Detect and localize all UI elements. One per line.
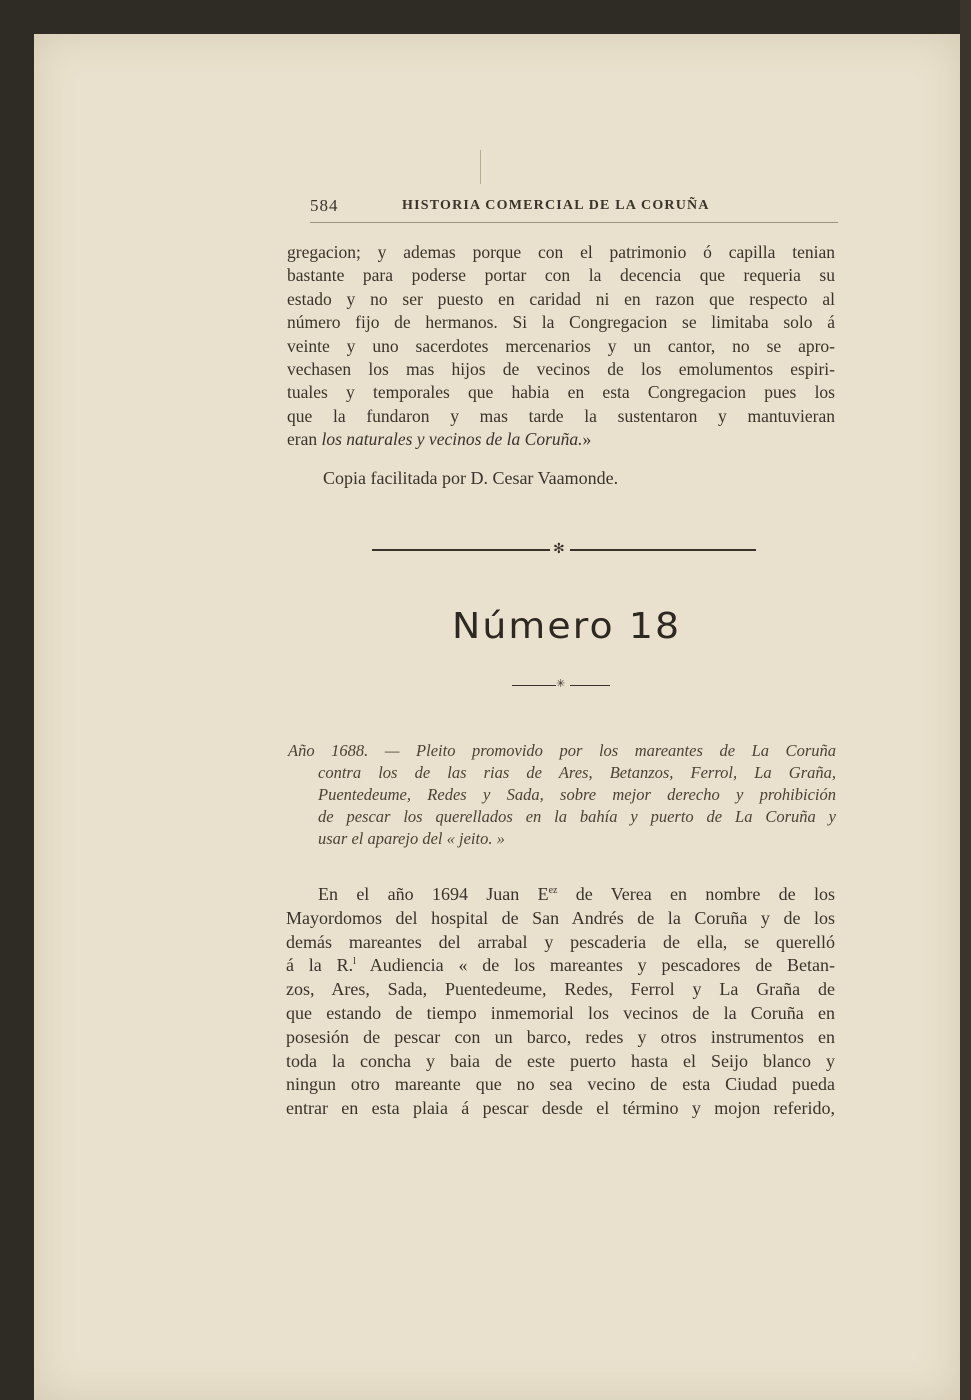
small-asterisk-ornament: ✳	[556, 678, 566, 690]
superscript: l	[353, 956, 356, 968]
page-edge	[960, 0, 971, 1400]
superscript: ez	[548, 885, 558, 896]
text-line: de pescar los querellados en la bahía y puerto de La Coruña y	[318, 807, 836, 826]
text-line: usar el aparejo del « jeito. »	[318, 829, 505, 848]
text-fragment: á la R.	[286, 955, 354, 976]
asterisk-ornament: ✻	[553, 542, 565, 557]
text-line: que la fundaron y mas tarde la sustentaron y mantuvieran	[287, 405, 835, 426]
page-number: 584	[310, 196, 339, 215]
text-line: Mayordomos del hospital de San Andrés de la Coruña y de los	[286, 907, 835, 928]
text-fragment: En el año 1694 Juan E	[318, 884, 549, 904]
text-line: vechasen los mas hijos de vecinos de los emolumentos espiri-	[287, 359, 835, 380]
text-fragment: de Verea en nombre de los	[557, 884, 835, 904]
closing-quote: »	[582, 429, 592, 450]
text-line	[286, 954, 835, 978]
text-line: gregacion; y ademas porque con el patrimonio ó capilla tenian	[287, 242, 835, 262]
text-line: posesión de pescar con un barco, redes y otros instrumentos en	[286, 1026, 835, 1047]
paragraph-continuation	[287, 241, 835, 452]
text-line: toda la concha y baia de este puerto hasta el Seijo blanco y	[286, 1050, 835, 1071]
text-line: tuales y temporales que habia en esta Congregacion pues los	[287, 382, 835, 403]
credit-line: Copia facilitada por D. Cesar Vaamonde.	[323, 468, 619, 488]
text-line: entrar en esta plaia á pescar desde el término y mojon referido,	[286, 1098, 835, 1119]
book-page	[34, 34, 960, 1400]
text-line: bastante para poderse portar con la decencia que requeria su	[287, 265, 835, 286]
divider-rule-right	[570, 549, 756, 551]
text-line: contra los de las rias de Ares, Betanzos, Ferrol, La Graña,	[318, 763, 836, 782]
small-rule-right	[570, 685, 610, 686]
paragraph-main	[286, 883, 835, 1121]
text-line: que estando de tiempo inmemorial los vecinos de la Coruña en	[286, 1002, 835, 1023]
paper-mark	[480, 150, 481, 184]
document-summary	[288, 740, 836, 850]
text-line	[287, 428, 835, 451]
section-title: Número 18	[452, 606, 682, 647]
small-rule-left	[512, 685, 556, 686]
text-line: Puentedeume, Redes y Sada, sobre mejor derecho y prohibición	[318, 785, 836, 804]
text-line: estado y no ser puesto en caridad ni en razon que respecto al	[287, 288, 835, 309]
text-line: zos, Ares, Sada, Puentedeume, Redes, Ferrol y La Graña de	[286, 979, 835, 1000]
text-line: ningun otro mareante que no sea vecino de esta Ciudad pueda	[286, 1074, 835, 1095]
text-line: demás mareantes del arrabal y pescaderia de ella, se querelló	[286, 931, 835, 952]
text-fragment: eran	[287, 429, 322, 450]
page-header	[310, 196, 838, 223]
text-fragment: Audiencia « de los mareantes y pescadores de Betan-	[355, 955, 835, 976]
running-title: HISTORIA COMERCIAL DE LA CORUÑA	[402, 198, 710, 213]
italic-fragment: los naturales y vecinos de la Coruña.	[321, 429, 583, 450]
text-line: veinte y uno sacerdotes mercenarios y un cantor, no se apro-	[287, 335, 835, 356]
text-line	[286, 883, 835, 907]
text-line: Año 1688. — Pleito promovido por los mareantes de La Coruña	[288, 741, 836, 760]
text-line: número fijo de hermanos. Si la Congregacion se limitaba solo á	[287, 312, 835, 333]
divider-rule-left	[372, 549, 550, 551]
